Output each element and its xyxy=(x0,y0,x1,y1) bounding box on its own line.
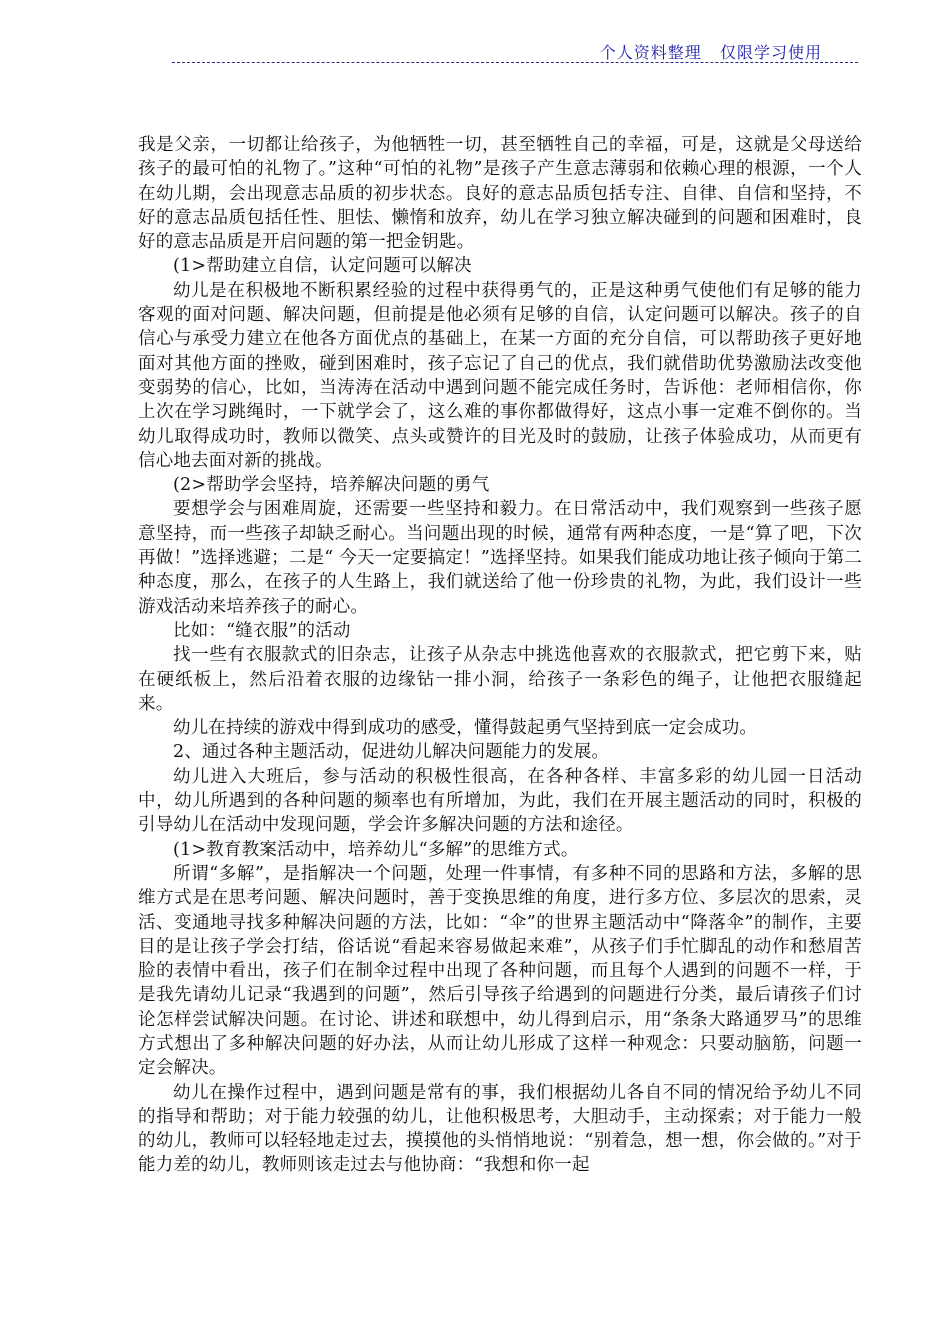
section-heading: 2、通过各种主题活动，促进幼儿解决问题能力的发展。 xyxy=(173,742,610,763)
paragraph: 找一些有衣服款式的旧杂志，让孩子从杂志中挑选他喜欢的衣服款式，把它剪下来，贴在硬纸板上，然后沿着衣服的边缘钻一排小洞，给孩子一条彩色的绳子，让他把衣服缝起来。 xyxy=(138,645,862,714)
section-heading: (1>教育教案活动中，培养幼儿“多解”的思维方式。 xyxy=(173,839,579,860)
page-header xyxy=(172,38,858,63)
paragraph: 比如：“缝衣服”的活动 xyxy=(173,620,351,641)
paragraph: 所谓“多解”，是指解决一个问题，处理一件事情，有多种不同的思路和方法，多解的思维方式是在思考问题、解决问题时，善于变换思维的角度，进行多方位、多层次的思索，灵活、变通地寻找多种解决问题的方法，比如：“伞”的世界主题活动中“降落伞”的制作，主要目的是让孩子学会打结，俗话说“看起来容易做起来难”，从孩子们手忙脚乱的动作和愁眉苦脸的表情中看出，孩子们在制伞过程中出现了各种问题，而且每个人遇到的问题不一样，于是我先请幼儿记录“我遇到的问题”，然后引导孩子给遇到的问题进行分类，最后请孩子们讨论怎样尝试解决问题。在讨论、讲述和联想中，幼儿得到启示，用“条条大路通罗马”的思维方式想出了多种解决问题的好办法，从而让幼儿形成了这样一种观念：只要动脑筋，问题一定会解决。 xyxy=(138,863,862,1079)
paragraph: 幼儿在持续的游戏中得到成功的感受，懂得鼓起勇气坚持到底一定会成功。 xyxy=(173,718,758,739)
paragraph: 幼儿进入大班后，参与活动的积极性很高，在各种各样、丰富多彩的幼儿园一日活动中，幼儿所遇到的各种问题的频率也有所增加，为此，我们在开展主题活动的同时，积极的引导幼儿在活动中发现问题，学会许多解决问题的方法和途径。 xyxy=(138,766,862,836)
paragraph: 要想学会与困难周旋，还需要一些坚持和毅力。在日常活动中，我们观察到一些孩子愿意坚持，而一些孩子却缺乏耐心。当问题出现的时候，通常有两种态度，一是“算了吧，下次再做！”选择逃避；二是“ 今天一定要搞定！”选择坚持。如果我们能成功地让孩子倾向于第二种态度，那么，在孩子的人生路上，我们就送给了他一份珍贵的礼物，为此，我们设计一些游戏活动来培养孩子的耐心。 xyxy=(138,499,862,617)
header-text: 个人资料整理 仅限学习使用 xyxy=(599,43,822,62)
paragraph: 我是父亲，一切都让给孩子，为他牺牲一切，甚至牺牲自己的幸福，可是，这就是父母送给孩子的最可怕的礼物了。”这种“可怕的礼物”是孩子产生意志薄弱和依赖心理的根源，一个人在幼儿期，会出现意志品质的初步状态。良好的意志品质包括专注、自律、自信和坚持，不好的意志品质包括任性、胆怯、懒惰和放弃，幼儿在学习独立解决碰到的问题和困难时，良好的意志品质是开启问题的第一把金钥匙。 xyxy=(138,135,862,253)
paragraph: 幼儿是在积极地不断积累经验的过程中获得勇气的，正是这种勇气使他们有足够的能力客观的面对问题、解决问题，但前提是他必须有足够的自信，认定问题可以解决。孩子的自信心与承受力建立在他各方面优点的基础上，在某一方面的充分自信，可以帮助孩子更好地面对其他方面的挫败，碰到困难时，孩子忘记了自己的优点，我们就借助优势激励法改变他变弱势的信心，比如，当涛涛在活动中遇到问题不能完成任务时，告诉他：老师相信你，你上次在学习跳绳时，一下就学会了，这么难的事你都做得好，这点小事一定难不倒你的。当幼儿取得成功时，教师以微笑、点头或赞许的目光及时的鼓励，让孩子体验成功，从而更有信心地去面对新的挑战。 xyxy=(138,280,862,471)
document-body xyxy=(138,133,862,1178)
section-heading: (1>帮助建立自信，认定问题可以解决 xyxy=(173,256,472,277)
paragraph: 幼儿在操作过程中，遇到问题是常有的事，我们根据幼儿各自不同的情况给予幼儿不同的指导和帮助；对于能力较强的幼儿，让他积极思考，大胆动手，主动探索；对于能力一般的幼儿，教师可以轻轻地走过去，摸摸他的头悄悄地说：“别着急，想一想，你会做的。”对于能力差的幼儿，教师则该走过去与他协商：“我想和你一起 xyxy=(138,1082,862,1176)
section-heading: (2>帮助学会坚持，培养解决问题的勇气 xyxy=(173,475,490,496)
